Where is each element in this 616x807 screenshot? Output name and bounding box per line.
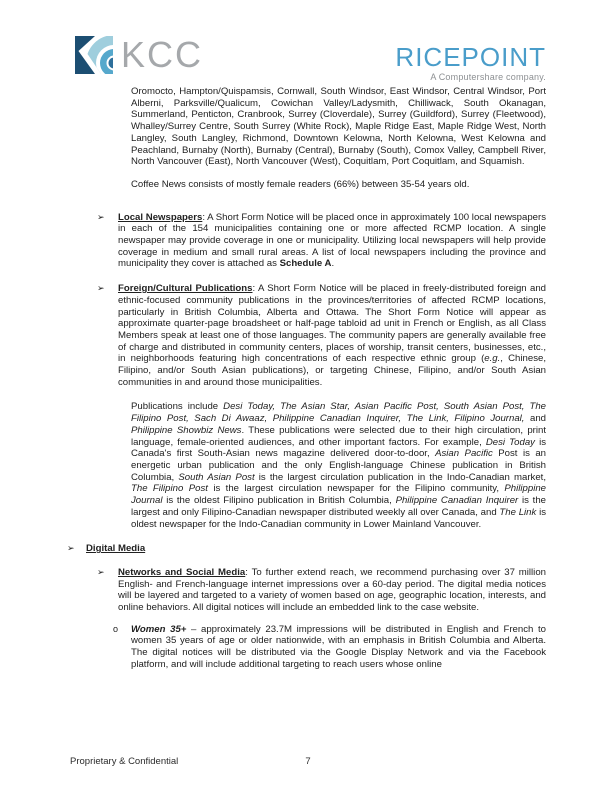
bullet-networks-social-media: [97, 567, 546, 614]
bullet-foreign-cultural-publications: [97, 283, 546, 388]
women-35-plus-text: Women 35+ – approximately 23.7M impressions will be distributed in English and French to women 35 years of age or older nationwide, with an emphasis in British Columbia and Alberta. The digital notices will be distributed via the Google Display Network and via the Facebook platform, and will include additional targeting to reach users whose online: [131, 623, 546, 670]
local-newspapers-text: Local Newspapers: A Short Form Notice will be placed once in approximately 100 local newspapers in each of the 154 municipalities containing one or more affected RCMP location. A single newspaper may provide coverage in one or municipality. Utilizing local newspapers will help provide coverage in medium and small rural areas. A list of local newspapers including the province and municipality they cover is attached as Schedule A.: [118, 211, 546, 270]
kcc-logo-icon: [75, 36, 113, 74]
bullet-arrow-icon: ➢: [67, 543, 75, 554]
bullet-women-35-plus: [113, 624, 546, 671]
document-footer: [0, 756, 616, 770]
document-body: [0, 86, 616, 671]
bullet-arrow-icon: ➢: [97, 566, 105, 577]
bullet-digital-media: [67, 543, 546, 555]
ricepoint-logo-text: RICEPOINT: [395, 42, 546, 72]
publications-paragraph: Publications include Desi Today, The Asian Star, Asian Pacific Post, South Asian Post, The Filipino Post, Sach Di Awaaz, Philippine Canadian Inquirer, The Link, Filipino Journal, and Philippine Showbiz News. These publications were selected due to their high circulation, print language, female-oriented audiences, and other important factors. For example, Desi Today is Canada's first South-Asian news magazine delivered door-to-door, Asian Pacific Post is an energetic urban publication and the only English-language Chinese publication in British Columbia, South Asian Post is the largest circulation publication in the Indo-Canadian market, The Filipino Post is the largest circulation newspaper for the Filipino community, Philippine Journal is the oldest Filipino publication in British Columbia, Philippine Canadian Inquirer is the largest and only Filipino-Canadian newspaper distributed weekly all over Canada, and The Link is oldest newspaper for the Indo-Canadian community in Lower Mainland Vancouver.: [131, 401, 547, 530]
foreign-cultural-text: Foreign/Cultural Publications: A Short Form Notice will be placed in freely-distributed foreign and ethnic-focused community publications in the provinces/territories of affected RCMP locations, particularly in British Columbia, Alberta and Ottawa. The Short Form Notice will appear as approximate quarter-page broadsheet or half-page tabloid ad unit in French or English, as all Class Members speak at least one of those languages. The community papers are generally available free of charge and distributed in community centers, places of worship, transit centers, businesses, etc., in neighborhoods featuring high concentrations of each respective ethnic group (e.g., Chinese, Filipino, and/or South Asian publications), or targeting Chinese, Filipino, and/or South Asian communities in and around those municipalities.: [118, 283, 546, 388]
kcc-logo: [75, 36, 203, 74]
document-header: [75, 36, 546, 83]
bullet-arrow-icon: ➢: [97, 283, 105, 294]
page-number: 7: [305, 756, 311, 767]
coffee-news-note: Coffee News consists of mostly female readers (66%) between 35-54 years old.: [131, 178, 470, 190]
digital-media-heading: Digital Media: [86, 543, 146, 555]
confidentiality-label: Proprietary & Confidential: [70, 756, 179, 767]
bullet-local-newspapers: [97, 212, 546, 271]
bullet-arrow-icon: ➢: [97, 211, 105, 222]
ricepoint-logo: [395, 36, 546, 83]
municipalities-paragraph: Oromocto, Hampton/Quispamsis, Cornwall, South Windsor, East Windsor, Central Windsor, Port Alberni, Parksville/Qualicum, Cowichan Valley/Ladysmith, Chilliwack, South Okanagan, Summerland, Penticton, Cranbrook, Surrey (Cloverdale), Surrey (Guildford), Surrey (Fleetwood), Whalley/Surrey Centre, South Surrey (White Rock), Maple Ridge East, Maple Ridge West, North Langley, South Langley, Richmond, Downtown Kelowna, North Kelowna, West Kelowna and Peachland, Burnaby (North), Burnaby (Central), Burnaby (South), Comox Valley, Campbell River, North Vancouver (East), North Vancouver (West), Coquitlam, Port Coquitlam, and Squamish.: [131, 86, 546, 168]
bullet-circle-icon: o: [113, 623, 119, 634]
networks-social-text: Networks and Social Media: To further extend reach, we recommend purchasing over 37 million English- and French-language internet impressions over a 60-day period. The digital media notices will be layered and targeted to a variety of women based on age, geographic location, interests, and online behaviors. All digital notices will include an embedded link to the case website.: [118, 566, 546, 614]
ricepoint-tagline: A Computershare company.: [430, 72, 546, 82]
kcc-logo-text: KCC: [121, 34, 204, 75]
